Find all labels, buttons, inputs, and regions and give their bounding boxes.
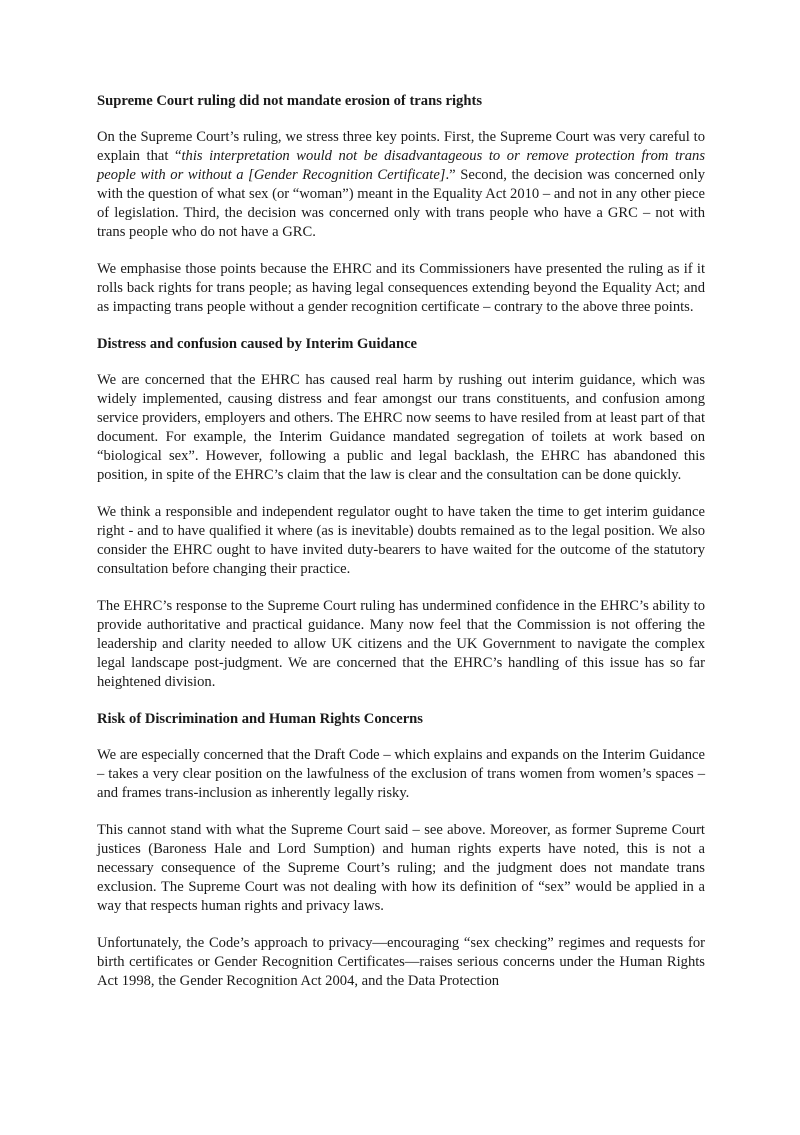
document-page <box>97 92 705 1009</box>
paragraph-emphasise-points: We emphasise those points because the EHRC and its Commissioners have presented the ruling as if it rolls back rights for trans people; as having legal consequences extending beyond the Equality Act; and as impacting trans people without a gender recognition certificate – contrary to the above three points. <box>97 261 705 315</box>
paragraph-text: .” Second, the decision was concerned only with the question of what sex (or “woman”) meant in the Equality Act 2010 – and not in any other piece of legislation. Third, the decision was concerned only with trans people who have a GRC – not with trans people who do not have a GRC. <box>97 167 705 240</box>
supreme-court-quote: this interpretation would not be disadvantageous to or remove protection from trans people with or without a [Gender Recognition Certificate] <box>97 148 705 183</box>
paragraph-text: On the Supreme Court’s ruling, we stress three key points. First, the Supreme Court was very careful to explain that “ <box>97 129 705 164</box>
section-heading-supreme-court-ruling: Supreme Court ruling did not mandate erosion of trans rights <box>97 93 483 109</box>
paragraph-real-harm: We are concerned that the EHRC has caused real harm by rushing out interim guidance, which was widely implemented, causing distress and fear amongst our trans constituents, and confusion among service providers, employers and others. The EHRC now seems to have resiled from at least part of that document. For example, the Interim Guidance mandated segregation of toilets at work based on “biological sex”. However, following a public and legal backlash, the EHRC has abandoned this position, in spite of the EHRC’s claim that the law is clear and the consultation can be done quickly. <box>97 372 705 483</box>
paragraph-three-key-points <box>97 128 705 242</box>
paragraph-responsible-regulator: We think a responsible and independent regulator ought to have taken the time to get interim guidance right - and to have qualified it where (as is inevitable) doubts remained as to the legal position. We also consider the EHRC ought to have invited duty-bearers to have waited for the outcome of the statutory consultation before changing their practice. <box>97 504 705 577</box>
section-heading-discrimination-risk: Risk of Discrimination and Human Rights Concerns <box>97 711 423 727</box>
paragraph-privacy-approach: Unfortunately, the Code’s approach to privacy—encouraging “sex checking” regimes and requests for birth certificates or Gender Recognition Certificates—raises serious concerns under the Human Rights Act 1998, the Gender Recognition Act 2004, and the Data Protection <box>97 935 705 989</box>
paragraph-draft-code: We are especially concerned that the Draft Code – which explains and expands on the Interim Guidance – takes a very clear position on the lawfulness of the exclusion of trans women from women’s spaces – and frames trans-inclusion as inherently legally risky. <box>97 747 705 801</box>
paragraph-undermined-confidence: The EHRC’s response to the Supreme Court ruling has undermined confidence in the EHRC’s ability to provide authoritative and practical guidance. Many now feel that the Commission is not offering the leadership and clarity needed to allow UK citizens and the UK Government to navigate the complex legal landscape post-judgment. We are concerned that the EHRC’s handling of this issue has so far heightened division. <box>97 598 705 690</box>
section-heading-interim-guidance: Distress and confusion caused by Interim Guidance <box>97 336 418 352</box>
paragraph-cannot-stand: This cannot stand with what the Supreme Court said – see above. Moreover, as former Supreme Court justices (Baroness Hale and Lord Sumption) and human rights experts have noted, this is not a necessary consequence of the Supreme Court’s ruling; and the judgment does not mandate trans exclusion. The Supreme Court was not dealing with how its definition of “sex” would be applied in a way that respects human rights and privacy laws. <box>97 822 705 914</box>
